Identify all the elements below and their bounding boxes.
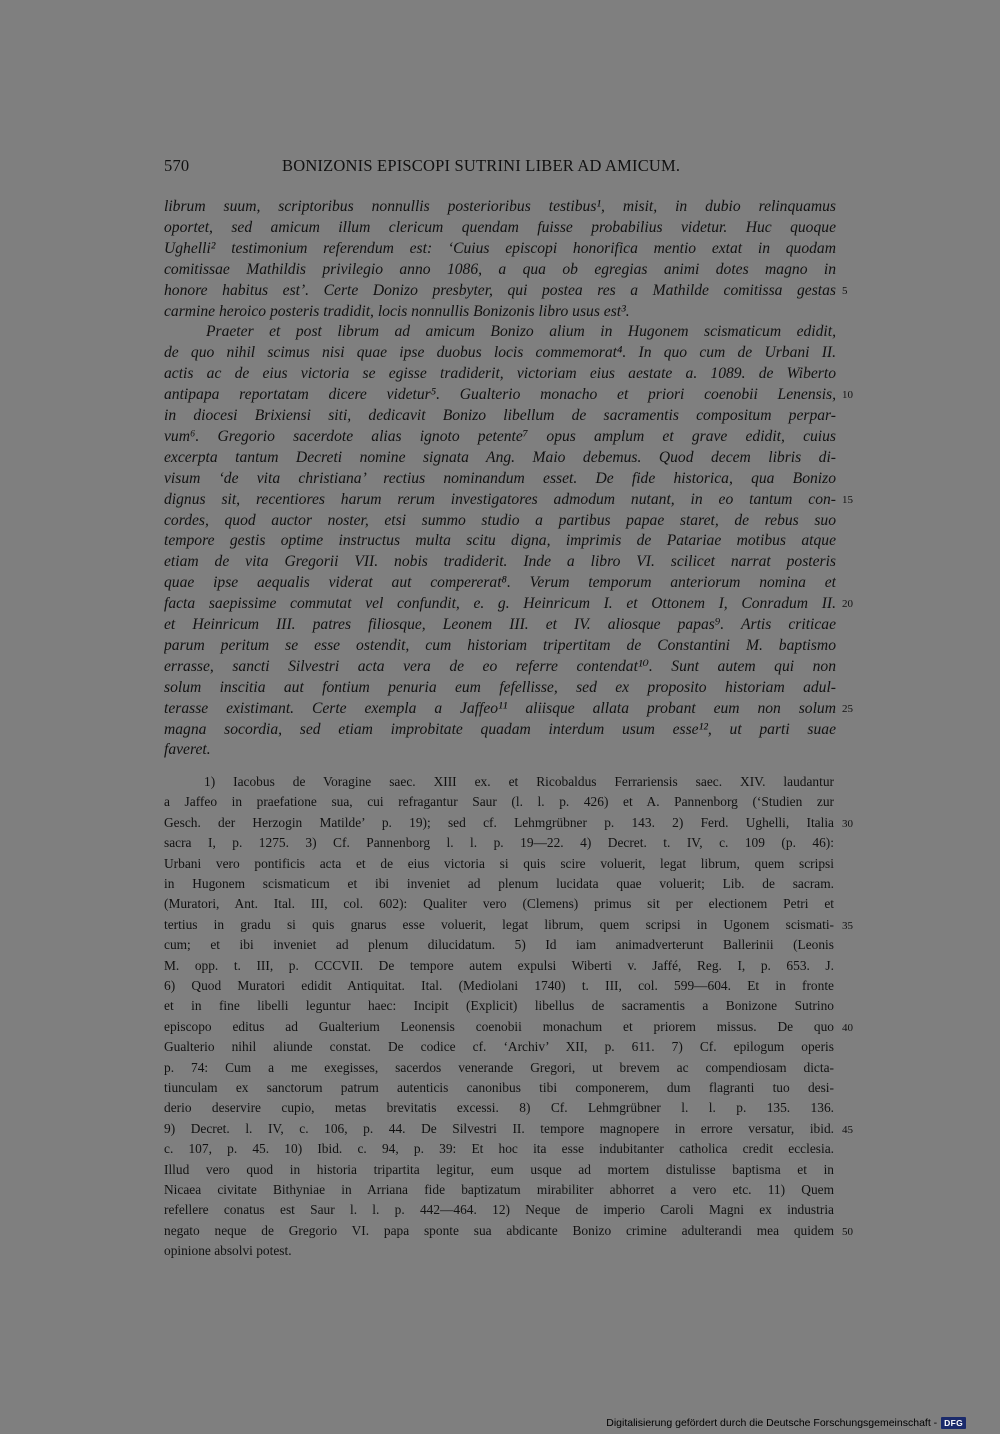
main-text-line: magna socordia, sed etiam improbitate quadam interdum usum esse¹², ut parti suae — [164, 720, 836, 738]
line-number: 50 — [842, 1225, 853, 1238]
footnote-line: Gesch. der Herzogin Matilde’ p. 19); sed cf. Lehmgrübner p. 143. 2) Ferd. Ughelli, Italia — [164, 814, 834, 830]
footnote-line: derio deservire cupio, metas brevitatis excessi. 8) Cf. Lehmgrübner l. l. p. 135. 136. — [164, 1100, 834, 1116]
line-number: 10 — [842, 389, 853, 402]
main-text-line: visum ‘de vita christiana’ rectius nominandum esset. De fide historica, qua Bonizo — [164, 469, 836, 487]
main-text-line: terasse existimant. Certe exempla a Jaffeo¹¹ aliisque allata probant eum non solum — [164, 699, 836, 717]
page-number: 570 — [164, 156, 190, 175]
footnote-line: (Muratori, Ant. Ital. III, col. 602): Qualiter vero (Clemens) primus sit per electionem Petri et — [164, 896, 834, 912]
main-text-line: facta saepissime commutat vel confundit, e. g. Heinricum I. et Ottonem I, Conradum II. — [164, 595, 836, 613]
footnote-line: refellere conatus est Saur l. l. p. 442—464. 12) Neque de imperio Caroli Magni ex industria — [164, 1202, 834, 1218]
running-header — [164, 156, 834, 180]
main-text-line: tempore gestis optime instructus multa scitu digna, imprimis de Patariae motibus atque — [164, 532, 836, 550]
footnote-line: M. opp. t. III, p. CCCVII. De tempore autem expulsi Wiberti v. Jaffé, Reg. I, p. 653. J. — [164, 957, 834, 973]
footnote-line: Gualterio nihil aliunde constat. De codice cf. ‘Archiv’ XII, p. 611. 7) Cf. epilogum operis — [164, 1039, 834, 1055]
main-text-line: Praeter et post librum ad amicum Bonizo alium in Hugonem scismaticum edidit, — [206, 323, 836, 341]
main-text-line: solum inscitia aut fontium penuria eum fefellisse, sed ex proposito historiam adul- — [164, 678, 836, 696]
main-text-line: honore habitus est’. Certe Donizo presbyter, qui postea res a Mathilde comitissa gestas — [164, 281, 836, 299]
main-text-line: in diocesi Brixiensi siti, dedicavit Bonizo libellum de sacramentis compositum perpar- — [164, 407, 836, 424]
main-text-line: de quo nihil scimus nisi quae ipse duobus locis commemorat⁴. In quo cum de Urbani II. — [164, 344, 836, 362]
footnote-line: a Jaffeo in praefatione sua, cui refragantur Saur (l. l. p. 426) et A. Pannenborg (‘Studien zur — [164, 794, 834, 810]
main-text-line: oportet, sed amicum illum clericum quendam fuisse probabilius videtur. Huc quoque — [164, 218, 836, 236]
main-text-line: et Heinricum III. patres filiosque, Leonem III. et IV. aliosque papas⁹. Artis criticae — [164, 616, 836, 633]
main-text-line: antipapa reportatam dicere videtur⁵. Gualterio monacho et priori coenobii Lenensis, — [164, 386, 836, 404]
footnote-line: tiunculam ex sanctorum patrum autenticis canonibus tibi componerem, dum flagranti tuo desi- — [164, 1080, 834, 1095]
footnote-line: cum; et ibi inveniet ad plenum dilucidatum. 5) Id iam animadverterunt Ballerinii (Leonis — [164, 937, 834, 953]
main-text-line: excerpta tantum Decreti nomine signata Ang. Maio debemus. Quod decem libris di- — [164, 448, 836, 466]
footnote-line: Urbani vero pontificis acta et de eius victoria si quis scire voluerit, legat librum, quem scripsi — [164, 855, 834, 871]
footer-text: Digitalisierung gefördert durch die Deutsche Forschungsgemeinschaft - — [606, 1417, 938, 1429]
line-number: 40 — [842, 1021, 853, 1034]
line-number: 35 — [842, 919, 853, 932]
digitization-footer — [606, 1416, 966, 1430]
line-number: 5 — [842, 284, 848, 297]
footnote-line: 9) Decret. l. IV, c. 106, p. 44. De Silvestri II. tempore magnopere in errore versatur, ibid. — [164, 1120, 834, 1136]
line-number: 15 — [842, 493, 853, 506]
footnote-line: opinione absolvi potest. — [164, 1243, 292, 1259]
main-text-line: errasse, sancti Silvestri acta vera de eo referre contendat¹⁰. Sunt autem qui non — [164, 657, 836, 675]
line-number: 45 — [842, 1123, 853, 1136]
main-text-line: faveret. — [164, 741, 211, 759]
line-number: 25 — [842, 702, 853, 715]
main-text-line: parum peritum se esse ostendit, cum historiam tripertitam de Constantini M. baptismo — [164, 636, 836, 654]
footnote-line: 1) Iacobus de Voragine saec. XIII ex. et Ricobaldus Ferrariensis saec. XIV. laudantur — [204, 774, 834, 789]
footnote-line: Nicaea civitate Bithyniae in Arriana fide baptizatum mirabiliter abhorret a vero etc. 11) Quem — [164, 1182, 834, 1197]
footnote-line: tertius in gradu si quis gnarus esse voluerit, legat librum, quem scripsi in Ugonem scismati- — [164, 916, 834, 932]
main-text-line: dignus sit, recentiores harum rerum investigatores admodum nutant, in eo tantum con- — [164, 490, 836, 508]
main-text-line: etiam de vita Gregorii VII. nobis tradiderit. Inde a libro VI. scilicet narrat posteris — [164, 553, 836, 571]
footnote-line: 6) Quod Muratori edidit Antiquitat. Ital. (Mediolani 1740) t. III, col. 599—604. Et in fronte — [164, 978, 834, 993]
main-text-line: actis ac de eius victoria se egisse tradiderit, victoriam eius aestate a. 1089. de Wiberto — [164, 365, 836, 383]
footnote-line: c. 107, p. 45. 10) Ibid. c. 94, p. 39: Et hoc ita esse indubitanter catholica credit ecclesia. — [164, 1141, 834, 1157]
line-number: 20 — [842, 598, 853, 611]
main-text-line: quae ipse aequalis viderat aut compererat⁸. Verum temporum anteriorum nomina et — [164, 574, 836, 592]
main-text-line: cordes, quod auctor noster, etsi summo studio a partibus papae staret, de rebus suo — [164, 511, 836, 529]
main-text-line: Ughelli² testimonium referendum est: ‘Cuius episcopi honorifica mentio extat in quodam — [164, 239, 836, 257]
footnote-line: sacra I, p. 1275. 3) Cf. Pannenborg l. l. p. 19—22. 4) Decret. t. IV, c. 109 (p. 46): — [164, 835, 834, 851]
footnote-line: negato neque de Gregorio VI. papa sponte sua abdicante Bonizo crimine adulterandi mea quidem — [164, 1222, 834, 1238]
main-text-line: vum⁶. Gregorio sacerdote alias ignoto petente⁷ opus amplum et grave edidit, cuius — [164, 427, 836, 445]
main-text-line: librum suum, scriptoribus nonnullis posterioribus testibus¹, misit, in dubio relinquamus — [164, 198, 836, 215]
line-number: 30 — [842, 817, 853, 830]
footnote-line: in Hugonem scismaticum et ibi inveniet ad plenum lucidata quae voluerit; Lib. de sacram. — [164, 876, 834, 891]
main-text-line: comitissae Mathildis privilegio anno 1086, a qua ob egregias animi dotes magno in — [164, 260, 836, 278]
footnote-line: p. 74: Cum a me exegisses, sacerdos venerande Gregori, ut brevem ac compendiosam dicta- — [164, 1059, 834, 1075]
running-title: BONIZONIS EPISCOPI SUTRINI LIBER AD AMICUM. — [282, 156, 681, 175]
dfg-logo: DFG — [941, 1417, 966, 1429]
footnote-line: Illud vero quod in historia tripartita legitur, eum usque ad mortem distulisse baptisma et in — [164, 1161, 834, 1177]
footnote-line: et in fine libelli leguntur haec: Incipit (Explicit) libellus de sacramentis a Bonizone Sutrino — [164, 998, 834, 1014]
main-text-line: carmine heroico posteris tradidit, locis nonnullis Bonizonis libro usus est³. — [164, 302, 630, 320]
footnote-line: episcopo editus ad Gualterium Leonensis coenobii monachum et priorem missus. De quo — [164, 1018, 834, 1034]
